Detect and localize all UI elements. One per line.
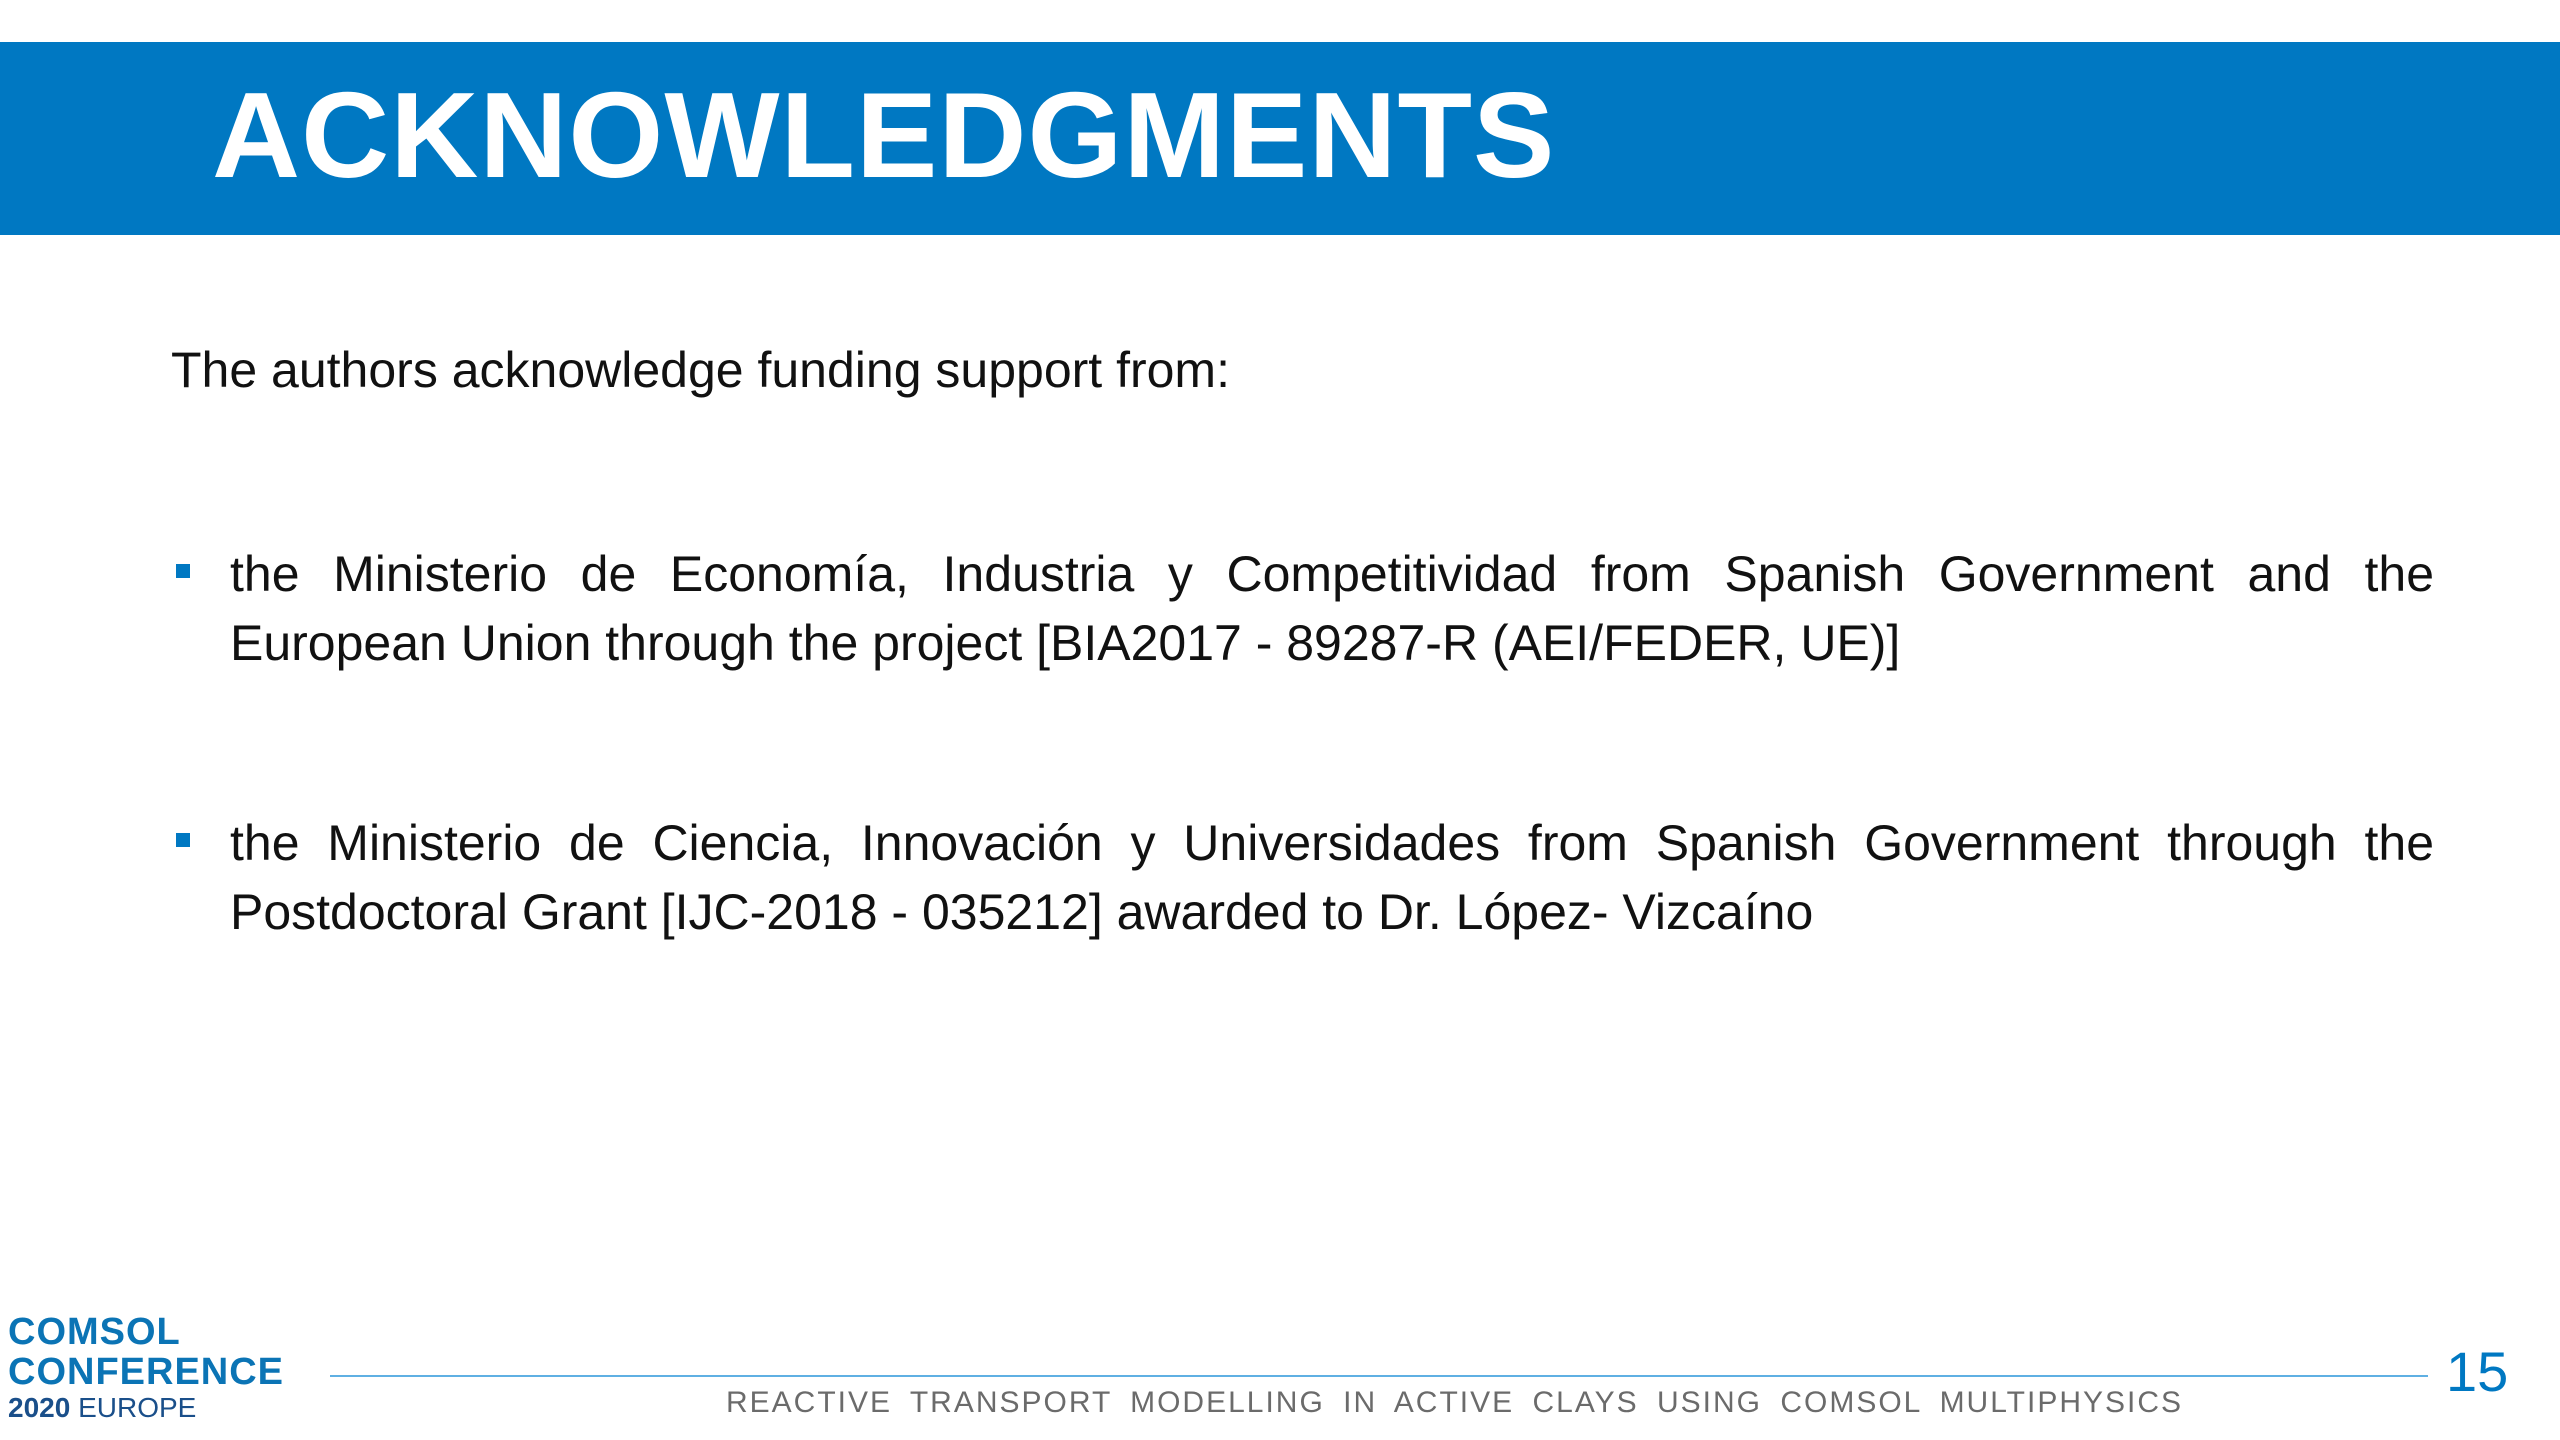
square-bullet-icon xyxy=(176,564,190,578)
footer-divider xyxy=(330,1375,2428,1377)
page-title: ACKNOWLEDGMENTS xyxy=(212,67,1556,203)
presentation-title: REACTIVE TRANSPORT MODELLING IN ACTIVE CLAYS USING COMSOL MULTIPHYSICS xyxy=(726,1386,2184,1419)
logo-region: EUROPE xyxy=(78,1392,197,1423)
logo-line-conference: CONFERENCE xyxy=(8,1351,285,1393)
logo-line-comsol: COMSOL xyxy=(8,1311,181,1353)
conference-logo xyxy=(8,1312,284,1424)
list-item xyxy=(230,809,2434,947)
logo-edition xyxy=(8,1392,284,1424)
list-item xyxy=(230,540,2434,678)
list-item-text: the Ministerio de Economía, Industria y Competitividad from Spanish Government and the European Union through the project [BIA2017 - 89287-R (AEI/FEDER, UE)] xyxy=(230,546,2434,671)
logo-year: 2020 xyxy=(8,1392,71,1423)
page-number: 15 xyxy=(2446,1340,2509,1403)
square-bullet-icon xyxy=(176,833,190,847)
intro-text: The authors acknowledge funding support from: xyxy=(171,342,1230,398)
list-item-text: the Ministerio de Ciencia, Innovación y Universidades from Spanish Government through the Postdoctoral Grant [IJC-2018 - 035212] awarded to Dr. López- Vizcaíno xyxy=(230,815,2434,940)
